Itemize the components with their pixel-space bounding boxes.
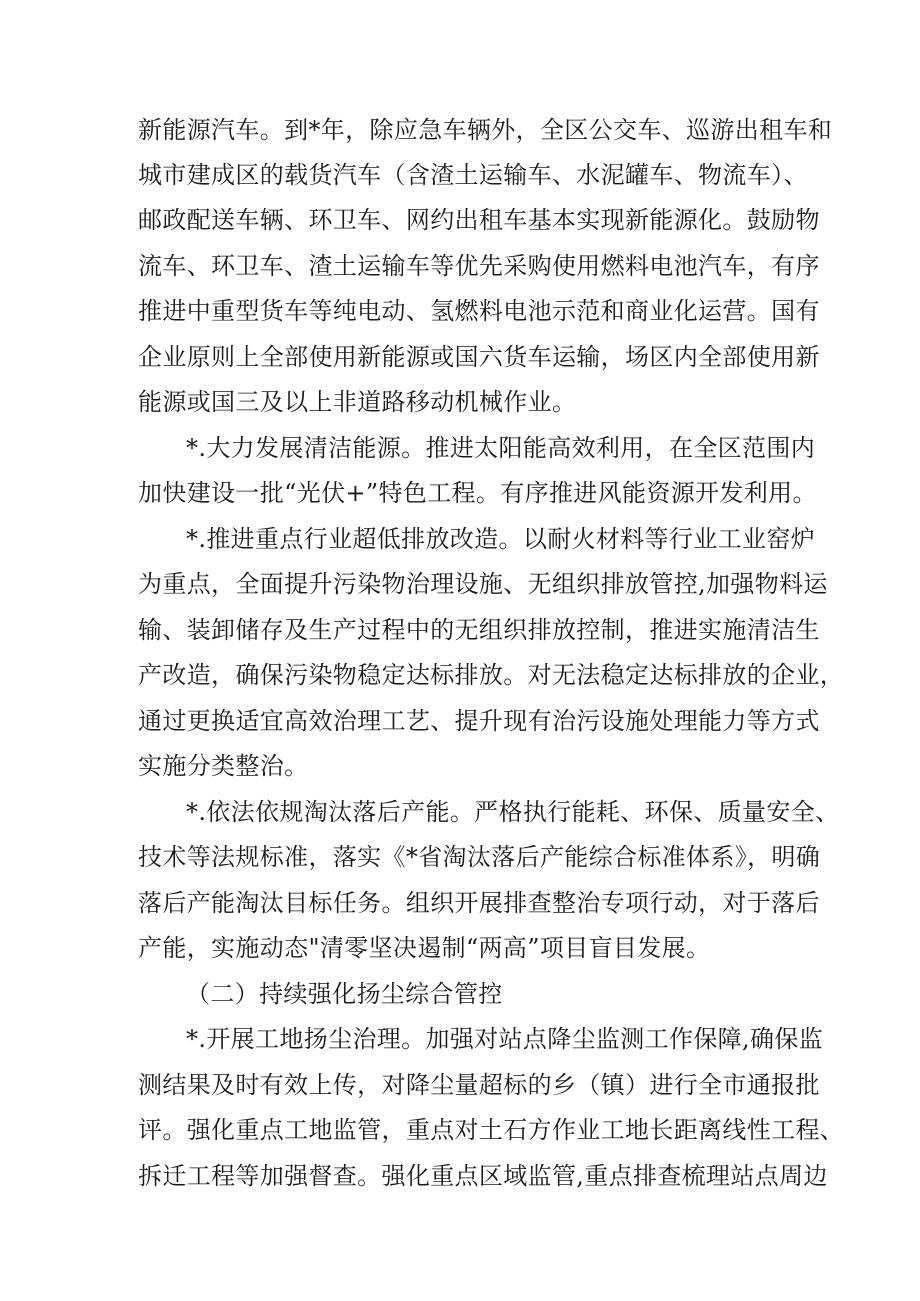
text-line: 城市建成区的载货汽车（含渣土运输车、水泥罐车、物流车）、 [138, 161, 808, 189]
text-line: 为重点，全面提升污染物治理设施、无组织排放管控,加强物料运 [138, 570, 828, 598]
text-line: 邮政配送车辆、环卫车、网约出租车基本实现新能源化。鼓励物 [138, 206, 820, 234]
text-line: 通过更换适宜高效治理工艺、提升现有治污设施处理能力等方式 [138, 707, 820, 735]
text-line: 能源或国三及以上非道路移动机械作业。 [138, 388, 577, 416]
text-line: 新能源汽车。到*年，除应急车辆外，全区公交车、巡游出租车和 [138, 116, 833, 144]
text-line: 落后产能淘汰目标任务。组织开展排查整治专项行动，对于落后 [138, 889, 820, 917]
text-line: 推进中重型货车等纯电动、氢燃料电池示范和商业化运营。国有 [138, 297, 820, 325]
text-line: 产改造，确保污染物稳定达标排放。对无法稳定达标排放的企业， [138, 661, 845, 689]
text-line: 流车、环卫车、渣土运输车等优先采购使用燃料电池汽车，有序 [138, 252, 820, 280]
text-line: 加快建设一批“光伏+”特色工程。有序推进风能资源开发利用。 [138, 479, 817, 507]
text-line: 评。强化重点工地监管，重点对土石方作业工地长距离线性工程、 [138, 1116, 845, 1144]
text-line: 企业原则上全部使用新能源或国六货车运输，场区内全部使用新 [138, 343, 820, 371]
text-line: 产能，实施动态"清零坚决遏制“两高”项目盲目发展。 [138, 934, 711, 962]
text-line: 实施分类整治。 [138, 752, 309, 780]
text-line: 拆迁工程等加强督查。强化重点区域监管,重点排查梳理站点周边 [138, 1162, 828, 1190]
paragraph-first-line: *.大力发展清洁能源。推进太阳能高效利用，在全区范围内 [186, 434, 816, 462]
paragraph-first-line: *.开展工地扬尘治理。加强对站点降尘监测工作保障,确保监 [186, 1025, 824, 1053]
text-line: 测结果及时有效上传，对降尘量超标的乡（镇）进行全市通报批 [138, 1071, 820, 1099]
text-line: 技术等法规标准，落实《*省淘汰落后产能综合标准体系》，明确 [138, 843, 821, 871]
paragraph-first-line: *.依法依规淘汰落后产能。严格执行能耗、环保、质量安全、 [186, 798, 840, 826]
text-line: 输、装卸储存及生产过程中的无组织排放控制，推进实施清洁生 [138, 616, 820, 644]
section-heading: （二）持续强化扬尘综合管控 [186, 980, 503, 1008]
paragraph-first-line: *.推进重点行业超低排放改造。以耐火材料等行业工业窑炉 [186, 525, 816, 553]
